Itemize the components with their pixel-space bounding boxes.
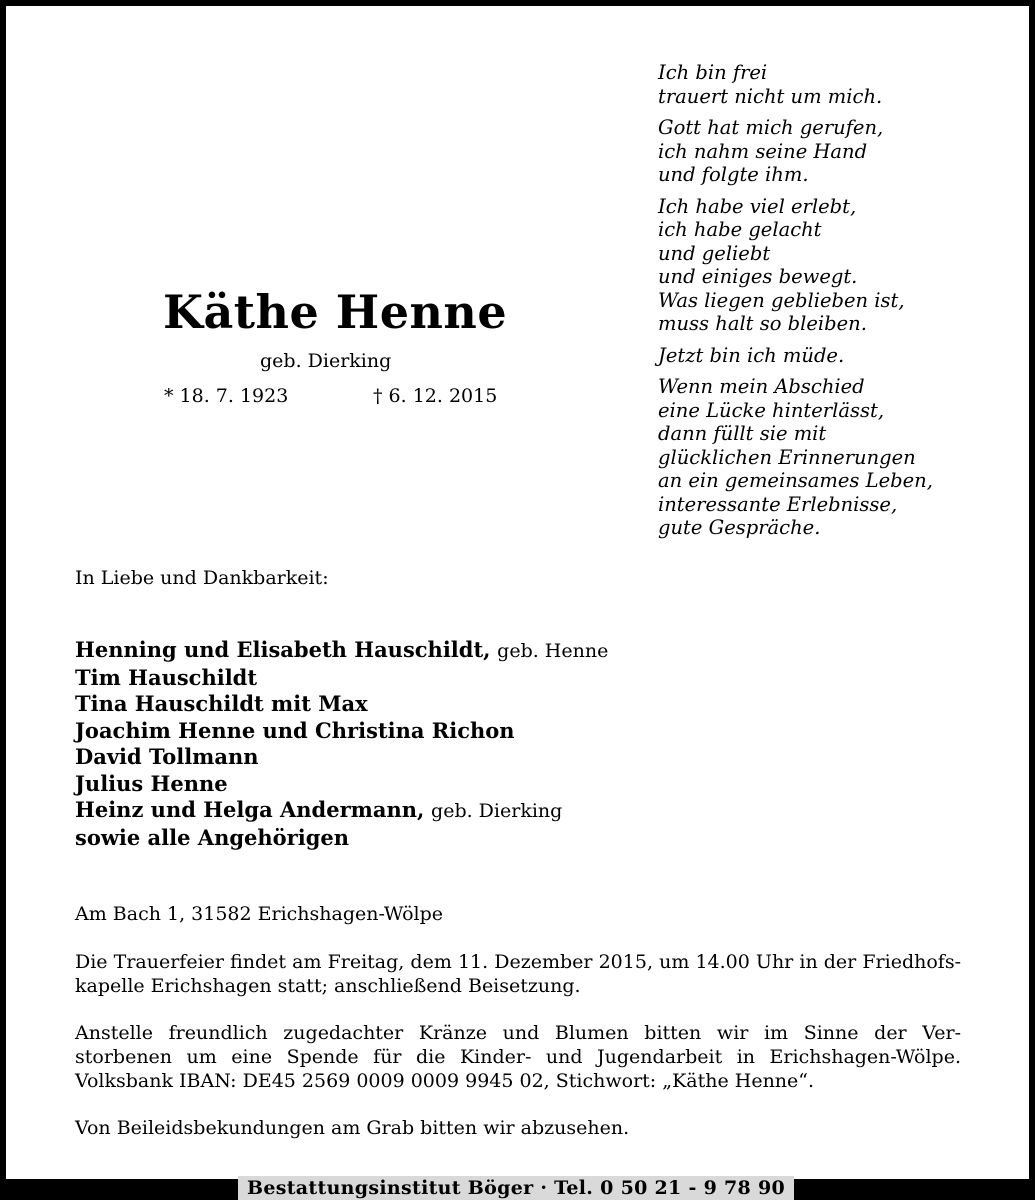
condolence-note [75, 1116, 961, 1140]
poem-line: Ich bin frei [658, 61, 768, 84]
poem-line: Ich habe viel erlebt, [658, 194, 857, 218]
poem-line: ich nahm seine Hand [658, 139, 868, 163]
poem-stanza [658, 61, 988, 108]
funeral-home-footer: Bestattungsinstitut Böger · Tel. 0 50 21 - 9 78 90 [238, 1176, 794, 1200]
mourner-name: David Tollmann [75, 744, 259, 769]
paragraph-line: Anstelle freundlich zugedachter Kränze und Blumen bitten wir im Sinne der Ver- [75, 1022, 961, 1044]
poem-line: interessante Erlebnisse, [658, 492, 898, 516]
paragraph-line: storbenen um eine Spende für die Kinder- und Jugendarbeit in Erichshagen-Wölpe. [75, 1046, 961, 1068]
mourner-name: Julius Henne [75, 770, 228, 796]
paragraph-line: Die Trauerfeier findet am Freitag, dem 11. Dezember 2015, um 14.00 Uhr in der Friedhofs- [75, 951, 961, 973]
mourner-name: Heinz und Helga Andermann, [75, 797, 425, 822]
poem-line: Jetzt bin ich müde. [658, 343, 845, 367]
service-paragraph [75, 950, 961, 998]
poem-line: Wenn mein Abschied [658, 375, 865, 398]
mourner-note: geb. Henne [497, 640, 609, 662]
mourner-entry [75, 771, 875, 798]
mourner-list [75, 637, 875, 851]
mourner-entry [75, 744, 875, 771]
poem-line: trauert nicht um mich. [658, 84, 883, 108]
mourner-entry [75, 825, 875, 852]
mourner-note: geb. Dierking [431, 800, 563, 822]
poem-stanza [658, 195, 988, 336]
poem-line: dann füllt sie mit [658, 422, 827, 445]
mourner-entry [75, 797, 875, 825]
love-line: In Liebe und Dankbarkeit: [75, 567, 329, 589]
family-address: Am Bach 1, 31582 Erichshagen-Wölpe [75, 903, 444, 925]
mourner-name: Joachim Henne und Christina Richon [75, 717, 515, 743]
mourner-entry [75, 718, 875, 745]
poem-line: Gott hat mich gerufen, [658, 116, 884, 139]
mourner-name: sowie alle Angehörigen [75, 824, 350, 850]
poem [658, 61, 988, 548]
mourner-name: Henning und Elisabeth Hauschildt, [75, 637, 491, 662]
paragraph-line: kapelle Erichshagen statt; anschließend Beisetzung. [75, 975, 581, 997]
poem-line: und einiges bewegt. [658, 265, 858, 288]
poem-line: Was liegen geblieben ist, [658, 288, 905, 312]
poem-line: und folgte ihm. [658, 163, 809, 186]
paragraph-line: Von Beileidsbekundungen am Grab bitten wir abzusehen. [75, 1117, 630, 1139]
mourner-entry [75, 691, 875, 718]
maiden-name: geb. Dierking [260, 350, 392, 372]
poem-stanza [658, 116, 988, 187]
death-date: † 6. 12. 2015 [373, 385, 498, 407]
poem-line: und geliebt [658, 241, 771, 265]
paragraph-line: Volksbank IBAN: DE45 2569 0009 0009 9945 02, Stichwort: „Käthe Henne“. [75, 1070, 815, 1092]
donation-paragraph [75, 1021, 961, 1093]
poem-stanza [658, 375, 988, 540]
poem-stanza [658, 344, 988, 368]
deceased-name: Käthe Henne [163, 285, 508, 339]
mourner-entry [75, 637, 875, 665]
mourner-name: Tina Hauschildt mit Max [75, 691, 368, 716]
poem-line: muss halt so bleiben. [658, 312, 867, 335]
mourner-entry [75, 665, 875, 692]
poem-line: eine Lücke hinterlässt, [658, 398, 885, 422]
poem-line: gute Gespräche. [658, 516, 821, 539]
poem-line: ich habe gelacht [658, 218, 822, 241]
birth-date: * 18. 7. 1923 [164, 385, 289, 407]
poem-line: an ein gemeinsames Leben, [658, 469, 933, 492]
mourner-name: Tim Hauschildt [75, 664, 258, 690]
poem-line: glücklichen Erinnerungen [658, 445, 916, 469]
